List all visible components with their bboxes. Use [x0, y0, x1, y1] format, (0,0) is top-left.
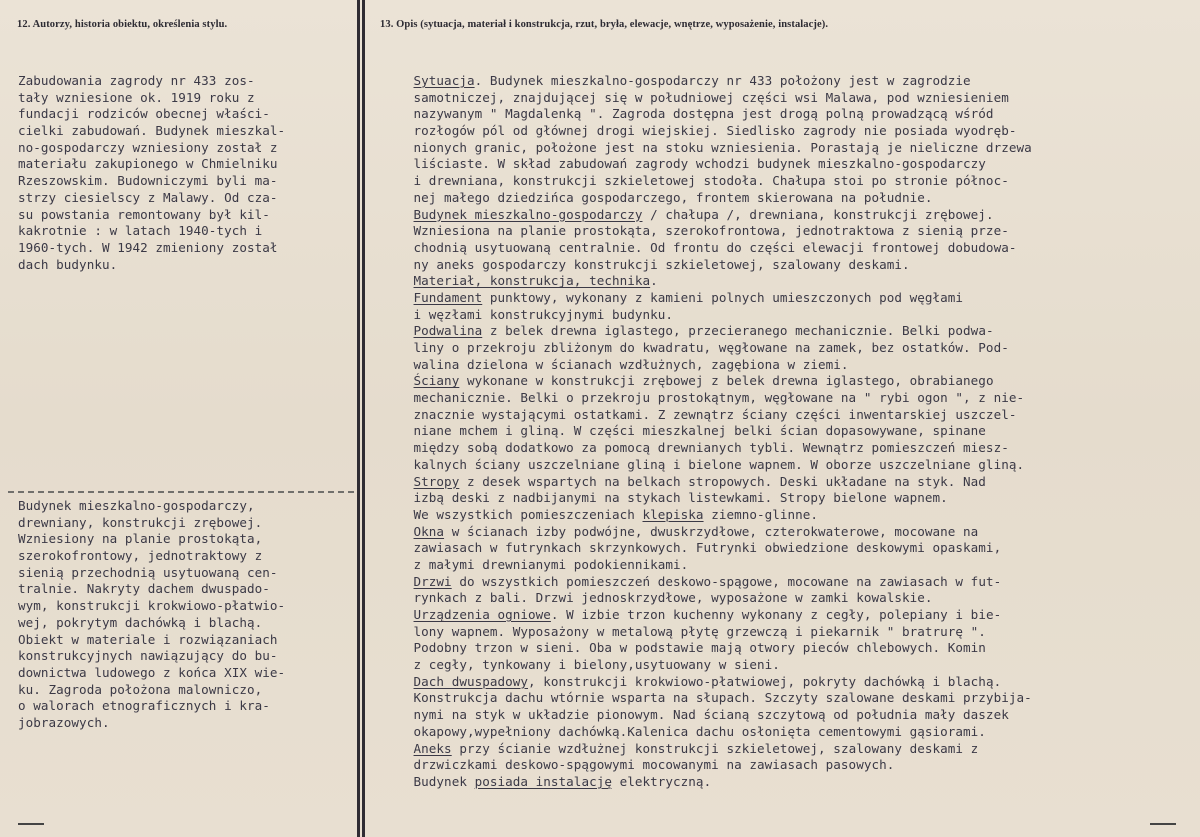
text-line: wej, pokrytym dachówką i blachą.: [18, 614, 263, 630]
text-line: sienią przechodnią usytuowaną cen-: [18, 564, 278, 580]
text-line: Konstrukcja dachu wtórnie wsparta na słupach. Szczyty szalowane deskami przybija-: [383, 690, 1032, 706]
text-line: chodnią usytuowaną centralnie. Od frontu do części elewacji frontowej dobudowa-: [383, 239, 1017, 255]
text-line: między sobą dodatkowo za pomocą drewnianych tybli. Wewnątrz pomieszczeń miesz-: [383, 440, 1009, 456]
section-12-heading: 12. Autorzy, historia obiektu, określenia stylu.: [17, 19, 228, 30]
text-line: tralnie. Nakryty dachem dwuspado-: [18, 581, 270, 597]
text-line: nazywanym " Magdalenką ". Zagroda dostępna jest drogą polną prowadzącą wśród: [383, 106, 994, 122]
text-line: Dach dwuspadowy, konstrukcji krokwiowo-płatwiowej, pokryty dachówką i blachą.: [413, 673, 1002, 689]
text-line: jobrazowych.: [18, 714, 110, 730]
text-line: drewniany, konstrukcji zrębowej.: [18, 514, 263, 530]
text-line: Fundament punktowy, wykonany z kamieni polnych umieszczonych pod węgłami: [413, 289, 964, 305]
text-line: drzwiczkami deskowo-spągowymi mocowanymi na zawiasach pasowych.: [383, 757, 895, 773]
text-line: mechanicznie. Belki o przekroju prostokątnym, węgłowane na " rybi ogon ", z nie-: [383, 390, 1025, 406]
text-line: izbą deski z nadbijanymi na stykach listewkami. Stropy bielone wapnem.: [383, 490, 948, 506]
text-line: su powstania remontowany był kil-: [18, 206, 270, 222]
text-line: Urządzenia ogniowe. W izbie trzon kuchenny wykonany z cegły, polepiany i bie-: [413, 607, 1002, 622]
text-line: szerokofrontowy, jednotraktowy z: [18, 548, 263, 564]
column-divider-line: [357, 0, 360, 837]
text-line: Rzeszowskim. Budowniczymi byli ma-: [18, 173, 278, 189]
text-line: o walorach etnograficznych i kra-: [18, 698, 270, 714]
text-line: nymi na styk w układzie pionowym. Nad ścianą szczytową od południa mały daszek: [383, 707, 1009, 723]
text-line: Zabudowania zagrody nr 433 zos-: [18, 73, 255, 88]
text-line: Sytuacja. Budynek mieszkalno-gospodarczy nr 433 położony jest w zagrodzie: [413, 73, 971, 88]
text-line: strzy ciesielscy z Malawy. Od cza-: [18, 189, 278, 205]
text-line: cielki zabudowań. Budynek mieszkal-: [18, 123, 286, 139]
text-line: Obiekt w materiale i rozwiązaniach: [18, 631, 278, 647]
text-line: tały wzniesione ok. 1919 roku z: [18, 89, 255, 105]
text-line: Wzniesiony na planie prostokąta,: [18, 531, 263, 547]
text-line: kakrotnie : w latach 1940-tych i: [18, 223, 263, 239]
text-line: z małymi drewnianymi podokiennikami.: [383, 556, 689, 572]
text-line: Okna w ścianach izby podwójne, dwuskrzydłowe, czterokwaterowe, mocowane na: [413, 523, 979, 539]
text-line: no-gospodarczy wzniesiony został z: [18, 139, 278, 155]
text-line: rozłogów pól od głównej drogi wiejskiej. Siedlisko zagrody nie posiada wyodręb-: [383, 123, 1017, 139]
column-divider-line: [362, 0, 365, 837]
dashed-separator: [8, 491, 354, 493]
section-13-heading: 13. Opis (sytuacja, materiał i konstrukcja, rzut, bryła, elewacje, wnętrze, wyposażenie, instalacje).: [380, 19, 829, 30]
text-line: znacznie wystającymi ostatkami. Z zewnątrz ściany części inwentarskiej uszczel-: [383, 406, 1017, 422]
history-paragraph: [18, 73, 285, 273]
text-line: z cegły, tynkowany i bielony,usytuowany w sieni.: [383, 657, 780, 673]
text-line: Budynek mieszkalno-gospodarczy / chałupa /, drewniana, konstrukcji zrębowej.: [413, 206, 994, 222]
text-line: liściaste. W skład zabudowań zagrody wchodzi budynek mieszkalno-gospodarczy: [383, 156, 986, 172]
text-line: okapowy,wypełniony dachówką.Kalenica dachu osłonięta cementowymi gąsiorami.: [383, 723, 986, 739]
text-line: Budynek posiada instalację elektryczną.: [383, 773, 712, 789]
text-line: fundacji rodziców obecnej właści-: [18, 106, 270, 122]
text-line: downictwa ludowego z końca XIX wie-: [18, 664, 286, 680]
style-paragraph: [18, 498, 285, 732]
text-line: Podobny trzon w sieni. Oba w podstawie mają otwory pieców chlebowych. Komin: [383, 640, 986, 656]
text-line: nionych granic, położone jest na stoku wzniesienia. Porastają je nieliczne drzewa: [383, 139, 1032, 155]
text-line: Drzwi do wszystkich pomieszczeń deskowo-spągowe, mocowane na zawiasach w fut-: [413, 573, 1002, 589]
text-line: Podwalina z belek drewna iglastego, przecieranego mechanicznie. Belki podwa-: [413, 323, 994, 339]
text-line: dach budynku.: [18, 256, 118, 272]
text-line: walina dzielona w ścianach wzdłużnych, zagębiona w ziemi.: [383, 356, 849, 372]
margin-mark: [18, 823, 44, 825]
text-line: Stropy z desek wspartych na belkach stropowych. Deski układane na styk. Nad: [413, 473, 986, 489]
text-line: konstrukcyjnych nawiązujący do bu-: [18, 648, 278, 664]
text-line: i węzłami konstrukcyjnymi budynku.: [383, 306, 674, 322]
text-line: nej małego dziedzińca gospodarczego, frontem skierowana na południe.: [383, 189, 933, 205]
text-line: i drewniana, konstrukcji szkieletowej stodoła. Chałupa stoi po stronie północ-: [383, 173, 1009, 189]
text-line: Aneks przy ścianie wzdłużnej konstrukcji szkieletowej, szalowany deskami z: [413, 740, 979, 756]
text-line: Wzniesiona na planie prostokąta, szerokofrontowa, jednotraktowa z sienią prze-: [383, 223, 1009, 239]
text-line: 1960-tych. W 1942 zmieniony został: [18, 239, 278, 255]
text-line: rynkach z bali. Drzwi jednoskrzydłowe, wyposażone w zamki kowalskie.: [383, 590, 933, 606]
text-line: Budynek mieszkalno-gospodarczy,: [18, 498, 255, 513]
text-line: niane mchem i gliną. W części mieszkalnej belki ścian dopasowywane, spinane: [383, 423, 986, 439]
text-line: ny aneks gospodarczy konstrukcji szkieletowej, szalowany deskami.: [383, 256, 910, 272]
text-line: materiału zakupionego w Chmielniku: [18, 156, 278, 172]
margin-mark: [1150, 823, 1176, 825]
text-line: lony wapnem. Wyposażony w metalową płytę grzewczą i piekarnik " bratrurę ".: [383, 623, 986, 639]
description-paragraph: [383, 73, 1032, 791]
text-line: Materiał, konstrukcja, technika.: [413, 273, 658, 289]
text-line: zawiasach w futrynkach skrzynkowych. Futrynki obwiedzione deskowymi opaskami,: [383, 540, 1002, 556]
text-line: wym, konstrukcji krokwiowo-płatwio-: [18, 598, 286, 614]
text-line: kalnych ściany uszczelniane gliną i bielone wapnem. W oborze uszczelniane gliną.: [383, 456, 1025, 472]
text-line: We wszystkich pomieszczeniach klepiska ziemno-glinne.: [383, 506, 819, 522]
text-line: liny o przekroju zbliżonym do kwadratu, węgłowane na zamek, bez ostatków. Pod-: [383, 340, 1009, 355]
text-line: ku. Zagroda położona malowniczo,: [18, 681, 263, 697]
text-line: Ściany wykonane w konstrukcji zrębowej z belek drewna iglastego, obrabianego: [413, 373, 994, 389]
text-line: samotniczej, znajdującej się w południowej części wsi Malawa, pod wzniesieniem: [383, 89, 1009, 105]
